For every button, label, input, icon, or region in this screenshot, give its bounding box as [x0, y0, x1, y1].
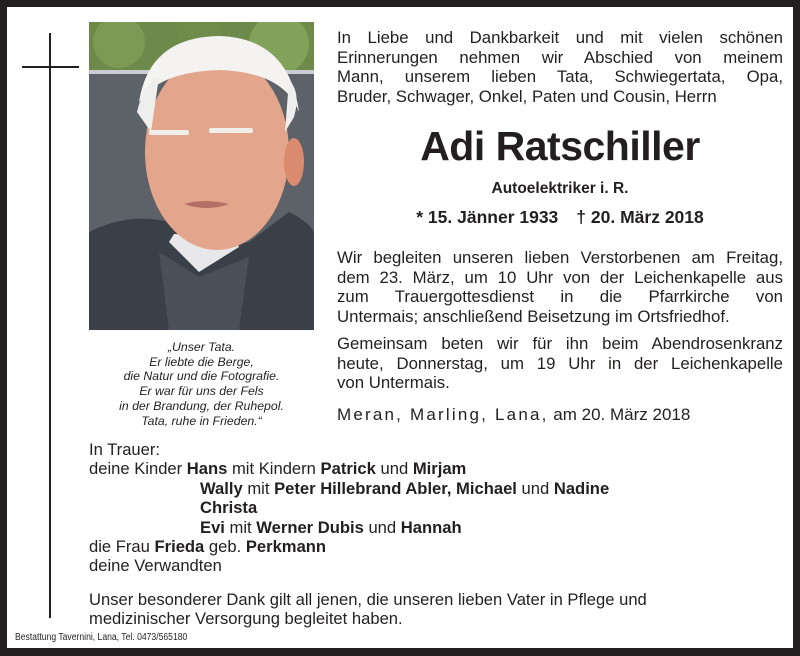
funeral-line: zum Trauergottesdienst in die Pfarrkirche von	[337, 287, 783, 307]
cross-icon-horizontal-bar	[22, 66, 79, 68]
mourner-row: die Frau Frieda geb. Perkmann	[89, 537, 327, 557]
death-date: † 20. März 2018	[576, 207, 704, 227]
mourner-row: Evi mit Werner Dubis und Hannah	[200, 517, 462, 537]
intro-line: Erinnerungen nehmen wir Abschied von meinem	[337, 47, 783, 67]
deceased-name: Adi Ratschiller	[420, 123, 700, 169]
mourner-row: deine Verwandten	[89, 556, 222, 576]
mourners-list	[89, 440, 609, 576]
quote-line: die Natur und die Fotografie.	[123, 369, 280, 384]
place-and-date	[337, 405, 690, 425]
birth-date: * 15. Jänner 1933	[416, 207, 559, 227]
quote-line: „Unser Tata.	[167, 340, 236, 354]
mourner-row: Christa	[200, 498, 258, 518]
portrait-image	[89, 22, 314, 330]
intro-line: Mann, unserem lieben Tata, Schwiegertata, Opa,	[337, 67, 783, 87]
intro-line: In Liebe und Dankbarkeit und mit vielen schönen	[337, 28, 783, 47]
places: Meran, Marling, Lana,	[337, 405, 549, 424]
funeral-announcement	[337, 248, 783, 327]
intro-text	[337, 28, 783, 107]
notice-date: am 20. März 2018	[553, 405, 691, 424]
rosary-line: heute, Donnerstag, um 19 Uhr in der Leichenkapelle	[337, 353, 783, 373]
life-dates	[337, 207, 783, 228]
quote-line: in der Brandung, der Ruhepol.	[119, 398, 284, 413]
funeral-line: Untermais; anschließend Beisetzung im Ortsfriedhof.	[337, 307, 730, 327]
mourner-row: Wally mit Peter Hillebrand Abler, Michael und Nadine	[200, 478, 610, 498]
intro-line: Bruder, Schwager, Onkel, Paten und Cousin, Herrn	[337, 87, 717, 107]
portrait-photo	[89, 22, 314, 330]
deceased-occupation: Autoelektriker i. R.	[491, 180, 629, 197]
funeral-home-credit: Bestattung Tavernini, Lana, Tel. 0473/565180	[15, 632, 188, 643]
quote-line: Er war für uns der Fels	[139, 384, 264, 399]
memorial-quote	[89, 340, 314, 428]
quote-line: Er liebte die Berge,	[149, 354, 254, 369]
rosary-line: Gemeinsam beten wir für ihn beim Abendrosenkranz	[337, 334, 783, 353]
funeral-line: Wir begleiten unseren lieben Verstorbenen am Freitag,	[337, 248, 783, 267]
funeral-line: dem 23. März, um 10 Uhr von der Leichenkapelle aus	[337, 267, 783, 287]
mourner-row: deine Kinder Hans mit Kindern Patrick und Mirjam	[89, 459, 467, 479]
thanks-text	[89, 590, 729, 629]
thanks-line: medizinischer Versorgung begleitet haben.	[89, 609, 403, 629]
rosary-line: von Untermais.	[337, 373, 450, 393]
cross-icon-vertical-bar	[49, 33, 51, 618]
thanks-line: Unser besonderer Dank gilt all jenen, die unseren lieben Vater in Pflege und	[89, 590, 647, 609]
quote-line: Tata, ruhe in Frieden.“	[141, 413, 262, 428]
rosary-announcement	[337, 334, 783, 393]
mourners-heading: In Trauer:	[89, 440, 161, 459]
